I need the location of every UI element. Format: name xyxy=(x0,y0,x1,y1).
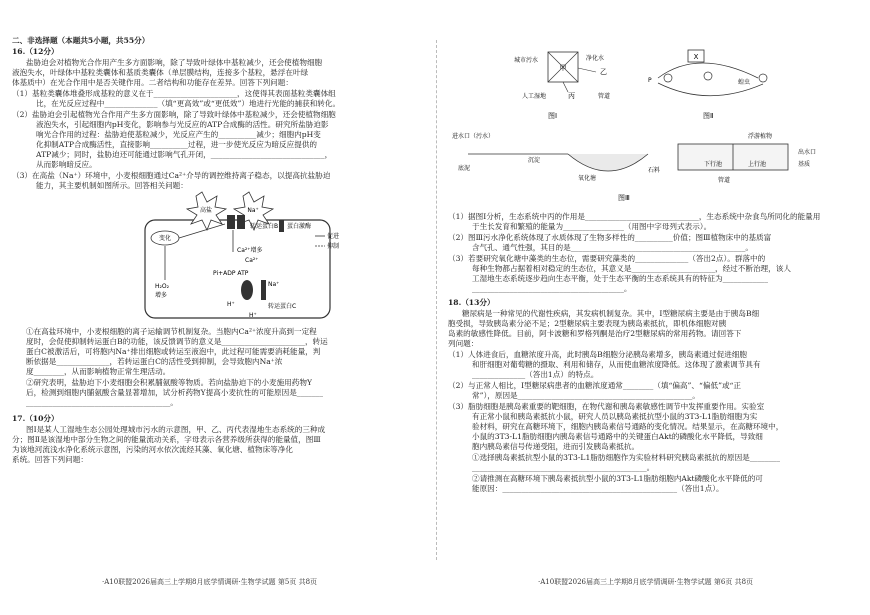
label-soil: 下行池 xyxy=(704,161,723,168)
transport-b-channel-icon xyxy=(237,215,245,229)
q17-part-line: 含气孔、通气性强，其目的是______________________________________________。 xyxy=(472,243,753,252)
label-inhibit: 抑制 xyxy=(327,243,340,250)
label-inlet: 进水口（污水） xyxy=(452,133,495,140)
label-h: H⁺ xyxy=(249,312,257,319)
label-outlet: 出水口 xyxy=(798,149,817,156)
q16-part2-line: ATP减少；同时，盐胁迫还可能通过影响气孔开闭，______________________________， xyxy=(36,150,333,159)
q17-intro-line: 系统。回答下列问题： xyxy=(12,455,88,464)
q18-part2-line: （2）与正常人相比，Ⅰ型糖尿病患者的血糖浓度通常________（填“偏高”、“偏低”或“正 xyxy=(448,381,742,390)
label-fig-iii: 图Ⅲ xyxy=(618,194,630,202)
oxidation-pond-shape xyxy=(568,154,648,171)
label-plants: 浮游植物 xyxy=(748,133,773,140)
q18-part3-q2-line: 能原因：______________________________________________（答出1点）。 xyxy=(472,484,724,493)
q18-part3-line: 胞内胰岛素信号传递受阻，进而引发胰岛素抵抗。 xyxy=(472,442,640,451)
organism-node xyxy=(664,74,672,82)
label-city-sewage: 城市污水 xyxy=(514,57,539,64)
q17-part-line: （2）图Ⅲ污水净化系统体现了水质体现了生物多样性的__________价值；图Ⅲ植物床中的基质富 xyxy=(448,233,772,242)
q16-intro-line: 盐胁迫会对植物光合作用产生多方面影响，除了导致叶绿体中基粒减少，还会使植物细胞 xyxy=(26,58,323,67)
q16-part3-q1-line: 蛋白C被激活后，可将胞内Na⁺排出细胞或转运至液泡中，此过程可能需要消耗能量，判 xyxy=(26,347,321,356)
q18-part2-line: 常”），原因是______________________________________________。 xyxy=(472,391,700,400)
q16-part3-q2-line: 后，检测到细胞内脯氨酸含量显著增加，试分析药物Y提高小麦抗性的可能原因是_______ xyxy=(26,388,324,397)
q18-intro-line: 岛素的敏感性降低。目前，阿卡波糖和罗格列酮是治疗2型糖尿病的常用药物。请回答下 xyxy=(448,329,742,338)
q18-part1-line: （1）人体进食后，血糖浓度升高，此时胰岛B细胞分泌胰岛素增多，胰岛素通过促进细胞 xyxy=(448,350,747,359)
transport-b-channel-icon xyxy=(227,215,235,229)
left-page xyxy=(12,30,422,586)
q16-part2-line: （2）盐胁迫会引起植物光合作用产生多方面影响，除了导致叶绿体中基粒减少，还会使植物细胞 xyxy=(12,110,336,119)
q17-part-line: （3）若要研究氧化塘中藻类的生态位，需要研究藻类的______________（答出2点）。群落中的 xyxy=(448,254,766,263)
q16-intro-line: 液泡失水，叶绿体中基粒类囊体和基质类囊体（单层膜结构，连接多个基粒，悬浮在叶绿 xyxy=(12,68,309,77)
q16-head: 16.（12分） xyxy=(12,47,59,56)
q17-head: 17.（10分） xyxy=(12,414,59,423)
kinase-icon xyxy=(279,220,284,232)
label-transport-b: 转运蛋白B xyxy=(250,223,279,230)
label-na-c: Na⁺ xyxy=(268,281,280,288)
q18-intro-line: 列问题： xyxy=(448,339,479,348)
q18-part3-q1-line: ______________________________________________。 xyxy=(472,463,655,472)
q16-intro-line: 体基质中）在光合作用中是否关键作用。二者结构和功能存在差异。回答下列问题： xyxy=(12,78,293,87)
label-artificial-wetland: 人工湿地 xyxy=(522,93,547,100)
left-footer: ·A10联盟2026届高三上学期8月底学情调研·生物学试题 第5页 共8页 xyxy=(102,578,318,586)
organism-node xyxy=(704,72,712,80)
q16-part3-q1-line: 断依据是______________，若转运蛋白C的活性受到抑制，会导致胞内Na⁺浓 xyxy=(26,357,283,366)
label-increase: 增多 xyxy=(155,292,168,299)
label-sludge: 底泥 xyxy=(458,165,471,172)
q16-part3-line: （3）在高盐（Na⁺）环境中，小麦根细胞通过Ca²⁺介导的调控维持离子稳态，以提高抗盐胁迫 xyxy=(12,171,331,180)
label-high-salt: 高盐 xyxy=(199,207,213,214)
q16-part3-q1-line: 度时，会促使抑制转运蛋白B的功能，该反馈调节的意义是______________________，转运 xyxy=(26,337,328,346)
label-pipe-3: 管道 xyxy=(718,177,731,184)
label-x: X xyxy=(693,53,699,61)
label-pipe-2: 管道 xyxy=(598,93,611,100)
q17-part-line: 于生长发育和繁殖的能量为________________（用图中字母列式表示）。 xyxy=(472,222,712,231)
q17-part-line: 工湿地生态系统逐步趋向生态平衡，处于生态平衡的生态系统具有的特征为____________ xyxy=(472,274,769,283)
label-fig-ii: 图Ⅱ xyxy=(703,112,714,120)
arrow-line xyxy=(578,68,596,72)
q17-part-line: ________________________________________。 xyxy=(472,284,632,293)
q16-part2-line: 化抑制ATP合成酶活性，直接影响__________过程，进一步使光反应为暗反应提供的 xyxy=(36,140,318,149)
q16-part1-line: 比，在光反应过程中______________（填“更高效”或“更低效”）地进行光能的捕获和转化。 xyxy=(36,99,341,108)
label-h2o2: H₂O₂ xyxy=(155,283,170,290)
q16-part2-line: 从而影响暗反应。 xyxy=(36,160,97,169)
q18-intro-line: 糖尿病是一种常见的代谢性疾病，其发病机制复杂。其中，Ⅰ型糖尿病主要是由于胰岛B细 xyxy=(462,309,760,318)
q16-part2-line: 液泡失水，引起细胞内pH变化，影响参与光反应的ATP合成酶的活性。研究所盐胁迫影 xyxy=(36,120,329,129)
q16-part3-q1-line: ①在高盐环境中，小麦根细胞的离子运输调节机制复杂。当胞内Ca²⁺浓度升高到一定程 xyxy=(26,327,317,336)
q17-intro-line: 分；图Ⅱ是该湿地中部分生物之间的能量流动关系，字母表示各营养级所获得的能量值，图Ⅲ xyxy=(12,435,321,444)
atp-pump-icon xyxy=(241,280,253,300)
label-gravel: 上行池 xyxy=(748,161,767,168)
q18-part1-line: ______________（答出1点）的特点。 xyxy=(472,370,599,379)
purification-system-figure xyxy=(448,128,858,210)
q16-part3-q1-line: 度________，从而影响植物正常生理活动。 xyxy=(26,367,171,376)
label-ca: Ca²⁺ xyxy=(245,257,259,264)
label-h-plus: H⁺ xyxy=(227,301,235,308)
q16-part2-line: 响光合作用的过程：盐胁迫使基粒减少，光反应产生的__________减少；细胞内pH变 xyxy=(36,130,321,139)
q17-part-line: 每种生物都占据着相对稳定的生态位，其意义是______________________，经过不断治理，该人 xyxy=(472,264,791,273)
label-bing: 丙 xyxy=(568,92,575,100)
label-oxidation: 氧化塘 xyxy=(578,175,597,182)
wetland-food-web-figure xyxy=(508,48,818,128)
q18-part3-line: 有正常小鼠和胰岛素抵抗小鼠，研究人员以胰岛素抵抗型小鼠的3T3-L1脂肪细胞为实 xyxy=(472,412,758,421)
q18-intro-line: 胞受损，导致胰岛素分泌不足；2型糖尿病主要表现为胰岛素抵抗，即机体细胞对胰 xyxy=(448,319,727,328)
label-pests: 蝗虫 xyxy=(738,79,751,86)
q18-part3-line: （3）脂肪细胞是胰岛素重要的靶细胞，在物代谢和胰岛素敏感性调节中发挥重要作用。实验室 xyxy=(448,402,765,411)
label-settle: 沉淀 xyxy=(528,157,541,164)
q16-part3-line: 能力，其主要机制如图所示。回答相关问题： xyxy=(36,181,188,190)
label-atp: Pi+ADP ATP xyxy=(213,270,249,277)
q17-intro-line: 为该地河流浅水净化系统示意图，污染的河水依次流经其藻、氧化塘、植物床等净化 xyxy=(12,445,293,454)
energy-flow-arc xyxy=(658,63,758,78)
organism-node xyxy=(759,74,767,82)
label-ca-more: Ca²⁺增多 xyxy=(237,247,263,254)
label-fig-i: 图Ⅰ xyxy=(548,112,558,120)
q18-part1-line: 和肝细胞对葡萄糖的摄取、利用和储存，从而使血糖浓度降低。这体现了激素调节具有 xyxy=(472,360,761,369)
label-transport-c: 转运蛋白C xyxy=(268,303,297,310)
q18-part3-line: 验材料，研究在高糖环境下，细胞内胰岛素信号通路的变化情况。结果显示，在高糖环境中， xyxy=(472,422,784,431)
label-na: Na⁺ xyxy=(247,207,259,214)
label-clean-water: 净化水 xyxy=(586,55,605,62)
transport-c-icon xyxy=(261,280,266,300)
right-page xyxy=(448,30,858,586)
q16-part3-q2-line: ②研究表明，盐胁迫下小麦细胞会积累脯氨酸等物质。若向盐胁迫下的小麦施用药物Y xyxy=(26,378,312,387)
ion-regulation-figure xyxy=(127,190,357,322)
label-kinase: 蛋白激酶 xyxy=(287,223,312,230)
label-promote: 促进 xyxy=(327,233,340,240)
q18-part3-line: 小鼠的3T3-L1脂肪细胞内胰岛素信号通路中的关键蛋白Akt的磷酸化水平降低，导致细 xyxy=(472,432,763,441)
arrow-line xyxy=(179,224,225,238)
label-jia: 甲 xyxy=(559,64,567,72)
q16-part1-line: （1）基粒类囊体堆叠形成基粒的意义在于______________________，这使得其表面基粒类囊体组 xyxy=(12,89,336,98)
arrow-line xyxy=(563,82,568,92)
q17-intro-line: 图Ⅰ是某人工湿地生态公园处理城市污水的示意图，甲、乙、丙代表湿地生态系统的三种成 xyxy=(26,425,326,434)
q18-head: 18.（13分） xyxy=(448,298,495,307)
label-stone: 石料 xyxy=(648,167,661,174)
right-footer: ·A10联盟2026届高三上学期8月底学情调研·生物学试题 第6页 共8页 xyxy=(538,578,754,586)
q18-part3-q1-line: ①选择胰岛素抵抗型小鼠的3T3-L1脂肪细胞作为实验材料研究胰岛素抵抗的原因是________ xyxy=(472,453,781,462)
label-change: 变化 xyxy=(158,235,172,242)
q18-part3-q2-line: ②请推测在高糖环境下胰岛素抵抗型小鼠的3T3-L1脂肪细胞内Akt磷酸化水平降低的可 xyxy=(472,474,763,483)
page-divider xyxy=(436,40,437,560)
q16-part3-q2-line: ______________________________________。 xyxy=(26,398,178,407)
q17-part-line: （1）据图Ⅰ分析，生态系统中丙的作用是______________________________，生态系统中杂食鸟所同化的能量用 xyxy=(448,212,821,221)
label-base: 基质 xyxy=(798,161,811,168)
section-title: 二、非选择题（本题共5小题，共55分） xyxy=(12,36,150,45)
label-pb: P xyxy=(648,77,652,84)
label-yi: 乙 xyxy=(600,68,607,76)
